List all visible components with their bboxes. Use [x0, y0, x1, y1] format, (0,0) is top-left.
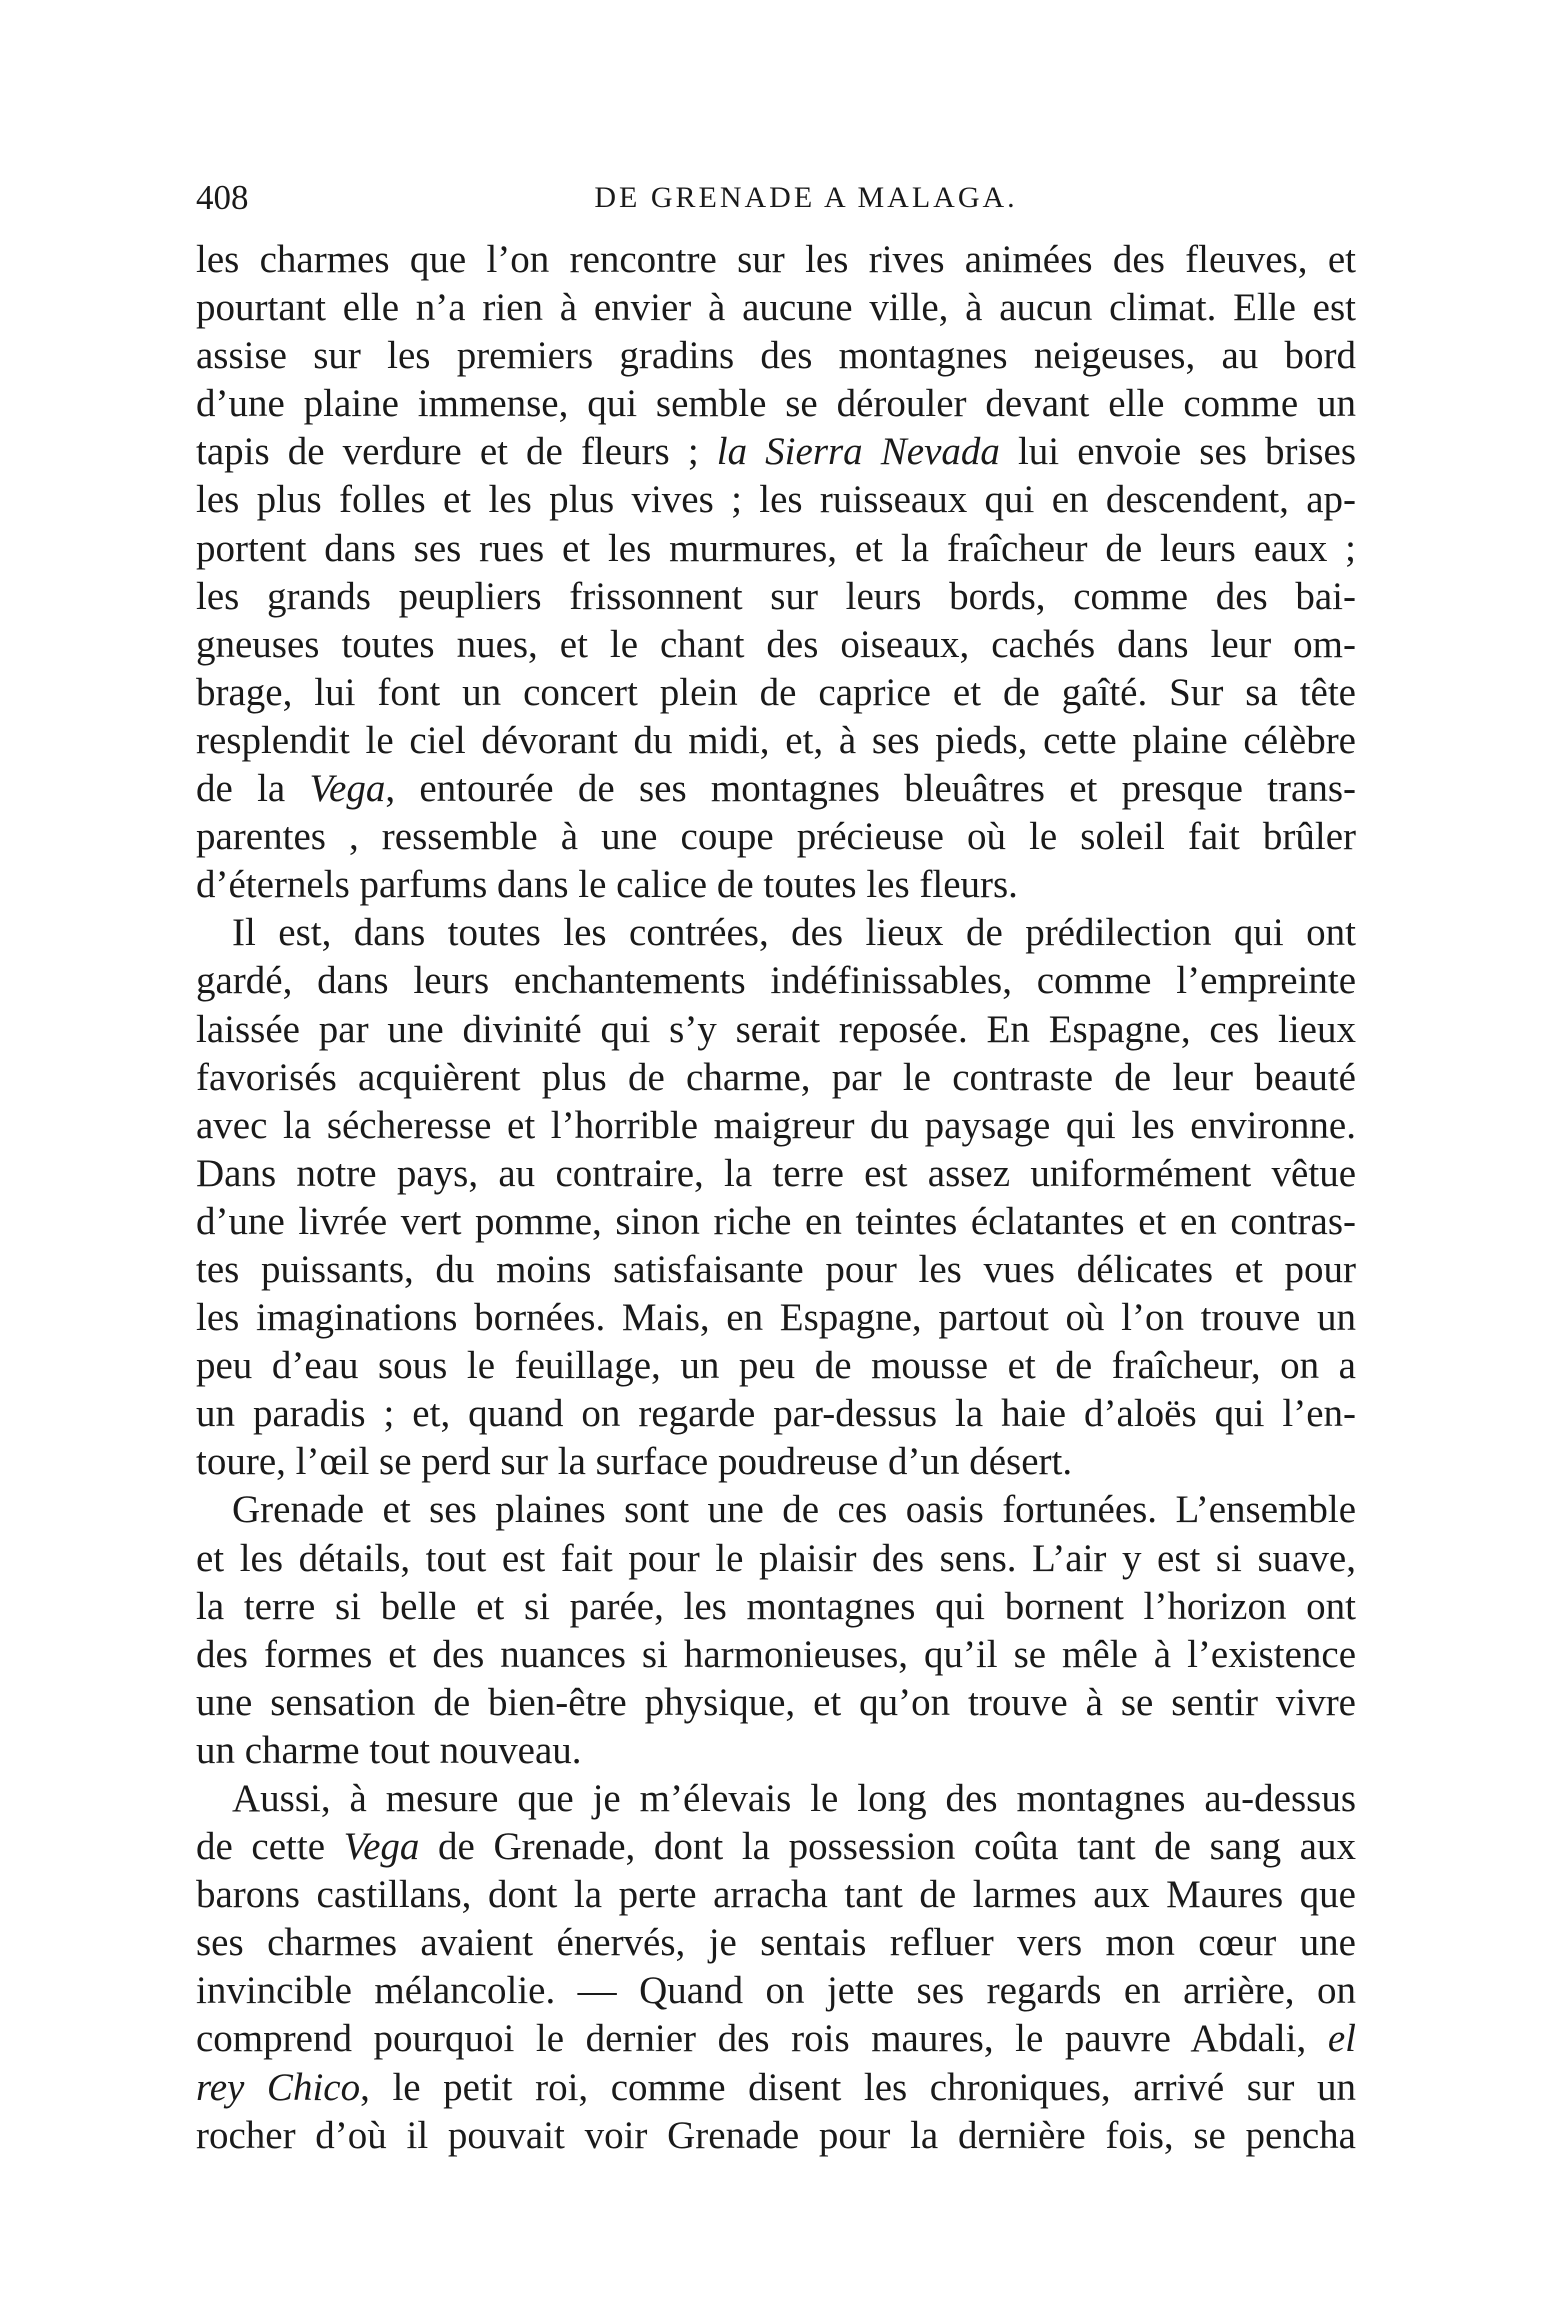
text-line: peu d’eau sous le feuillage, un peu de mousse et de fraîcheur, on a	[196, 1344, 1356, 1388]
text-line: tes puissants, du moins satisfaisante pour les vues délicates et pour	[196, 1247, 1356, 1291]
text-line: favorisés acquièrent plus de charme, par le contraste de leur beauté	[196, 1055, 1356, 1099]
text-line: invincible mélancolie. — Quand on jette ses regards en arrière, on	[196, 1969, 1356, 2013]
italic-phrase: Vega	[309, 767, 386, 811]
page-number: 408	[196, 178, 249, 217]
text-line: et les détails, tout est fait pour le plaisir des sens. L’air y est si suave,	[196, 1536, 1356, 1580]
text-line: comprend pourquoi le dernier des rois maures, le pauvre Abdali, el	[196, 2017, 1356, 2061]
italic-phrase: Vega	[343, 1825, 420, 1869]
text-line: un paradis ; et, quand on regarde par-dessus la haie d’aloës qui l’en-	[196, 1392, 1356, 1436]
text-line: parentes , ressemble à une coupe précieuse où le soleil fait brûler	[196, 815, 1356, 859]
text-line: rocher d’où il pouvait voir Grenade pour la dernière fois, se pencha	[196, 2113, 1356, 2157]
text-line: barons castillans, dont la perte arracha tant de larmes aux Maures que	[196, 1873, 1356, 1917]
text-line: resplendit le ciel dévorant du midi, et, à ses pieds, cette plaine célèbre	[196, 718, 1356, 762]
text-line: brage, lui font un concert plein de caprice et de gaîté. Sur sa tête	[196, 670, 1356, 714]
text-line: assise sur les premiers gradins des montagnes neigeuses, au bord	[196, 334, 1356, 378]
text-line: gardé, dans leurs enchantements indéfinissables, comme l’empreinte	[196, 959, 1356, 1003]
text-line: d’une livrée vert pomme, sinon riche en teintes éclatantes et en contras-	[196, 1199, 1356, 1243]
text-line: toure, l’œil se perd sur la surface poudreuse d’un désert.	[196, 1440, 1073, 1484]
italic-phrase: el	[1327, 2017, 1356, 2061]
text-line: rey Chico, le petit roi, comme disent les chroniques, arrivé sur un	[196, 2065, 1356, 2109]
text-line: d’éternels parfums dans le calice de toutes les fleurs.	[196, 863, 1018, 907]
italic-phrase: rey Chico	[196, 2065, 361, 2109]
running-head	[196, 176, 1356, 220]
text-line: un charme tout nouveau.	[196, 1728, 582, 1772]
text-line: gneuses toutes nues, et le chant des oiseaux, cachés dans leur om-	[196, 622, 1356, 666]
text-line: une sensation de bien-être physique, et qu’on trouve à se sentir vivre	[196, 1680, 1356, 1724]
text-line: les grands peupliers frissonnent sur leurs bords, comme des bai-	[196, 574, 1356, 618]
text-line: de la Vega, entourée de ses montagnes bleuâtres et presque trans-	[196, 767, 1356, 811]
text-line: les charmes que l’on rencontre sur les rives animées des fleuves, et	[196, 238, 1356, 281]
text-line: Grenade et ses plaines sont une de ces oasis fortunées. L’ensemble	[232, 1488, 1356, 1532]
text-line: les plus folles et les plus vives ; les ruisseaux qui en descendent, ap-	[196, 478, 1356, 522]
text-line: Dans notre pays, au contraire, la terre est assez uniformément vêtue	[196, 1151, 1356, 1195]
text-line: pourtant elle n’a rien à envier à aucune ville, à aucun climat. Elle est	[196, 286, 1356, 330]
text-line: Aussi, à mesure que je m’élevais le long des montagnes au-dessus	[232, 1777, 1356, 1820]
text-line: Il est, dans toutes les contrées, des lieux de prédilection qui ont	[232, 911, 1356, 955]
text-line: laissée par une divinité qui s’y serait reposée. En Espagne, ces lieux	[196, 1007, 1356, 1051]
text-line: les imaginations bornées. Mais, en Espagne, partout où l’on trouve un	[196, 1296, 1356, 1340]
text-line: portent dans ses rues et les murmures, et la fraîcheur de leurs eaux ;	[196, 526, 1356, 570]
text-line: avec la sécheresse et l’horrible maigreur du paysage qui les environne.	[196, 1103, 1356, 1147]
text-line: des formes et des nuances si harmonieuses, qu’il se mêle à l’existence	[196, 1632, 1356, 1676]
italic-phrase: la Sierra Nevada	[716, 430, 1000, 474]
text-line: de cette Vega de Grenade, dont la possession coûta tant de sang aux	[196, 1825, 1356, 1869]
text-line: tapis de verdure et de fleurs ; la Sierra Nevada lui envoie ses brises	[196, 430, 1357, 474]
text-line: la terre si belle et si parée, les montagnes qui bornent l’horizon ont	[196, 1584, 1356, 1628]
running-title: DE GRENADE A MALAGA.	[594, 181, 1018, 214]
text-line: d’une plaine immense, qui semble se dérouler devant elle comme un	[196, 382, 1356, 426]
text-line: ses charmes avaient énervés, je sentais refluer vers mon cœur une	[196, 1921, 1356, 1965]
body-text	[196, 236, 1356, 2160]
